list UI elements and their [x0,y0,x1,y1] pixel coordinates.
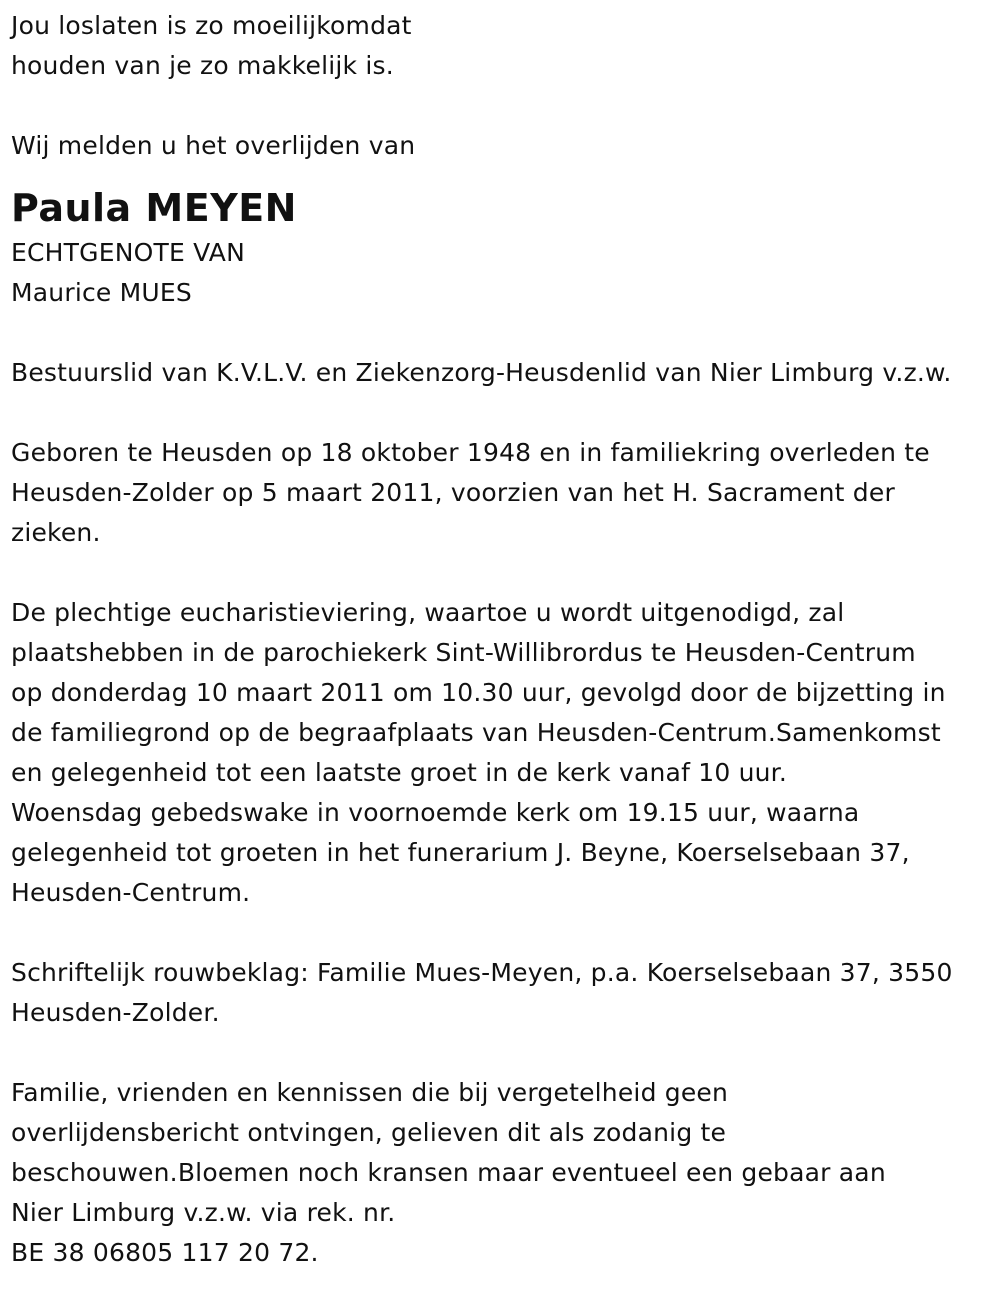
closing-line-2: overlijdensbericht ontvingen, gelieven dit als zodanig te [11,1118,727,1147]
closing-section [11,1073,996,1273]
closing-line-4: Nier Limburg v.z.w. via rek. nr. [11,1198,396,1227]
ceremony-line-7: gelegenheid tot groeten in het funerarium J. Beyne, Koerselsebaan 37, [11,838,910,867]
poem-line-1: Jou loslaten is zo moeilijkomdat [11,11,412,40]
birth-death-line-1: Geboren te Heusden op 18 oktober 1948 en in familiekring overleden te [11,438,930,467]
ceremony-line-8: Heusden-Centrum. [11,878,251,907]
birth-death-section [11,433,996,553]
membership-line-1: Bestuurslid van K.V.L.V. en Ziekenzorg-Heusdenlid van Nier Limburg v.z.w. [11,358,952,387]
poem-line-2: houden van je zo makkelijk is. [11,51,394,80]
spacer [11,393,996,433]
spouse-name: Maurice MUES [11,278,192,307]
deceased-section [11,188,996,313]
spacer [11,913,996,953]
announcement-text: Wij melden u het overlijden van [11,131,416,160]
death-notice [11,6,996,1273]
bank-account-number: BE 38 06805 117 20 72. [11,1238,319,1267]
closing-line-3: beschouwen.Bloemen noch kransen maar eventueel een gebaar aan [11,1158,886,1187]
intro-section [11,6,996,166]
ceremony-line-5: en gelegenheid tot een laatste groet in de kerk vanaf 10 uur. [11,758,788,787]
spacer [11,553,996,593]
condolences-line-2: Heusden-Zolder. [11,998,220,1027]
spacer [11,313,996,353]
ceremony-line-3: op donderdag 10 maart 2011 om 10.30 uur, gevolgd door de bijzetting in [11,678,946,707]
deceased-name: Paula MEYEN [11,186,297,230]
ceremony-section [11,593,996,913]
membership-section [11,353,996,393]
condolences-section [11,953,996,1033]
spacer [11,1033,996,1073]
ceremony-line-2: plaatshebben in de parochiekerk Sint-Willibrordus te Heusden-Centrum [11,638,916,667]
ceremony-line-1: De plechtige eucharistieviering, waartoe u wordt uitgenodigd, zal [11,598,845,627]
ceremony-line-4: de familiegrond op de begraafplaats van Heusden-Centrum.Samenkomst [11,718,941,747]
birth-death-line-2: Heusden-Zolder op 5 maart 2011, voorzien van het H. Sacrament der [11,478,895,507]
birth-death-line-3: zieken. [11,518,101,547]
relation-label: ECHTGENOTE VAN [11,238,245,267]
ceremony-line-6: Woensdag gebedswake in voornoemde kerk om 19.15 uur, waarna [11,798,860,827]
condolences-line-1: Schriftelijk rouwbeklag: Familie Mues-Meyen, p.a. Koerselsebaan 37, 3550 [11,958,953,987]
closing-line-1: Familie, vrienden en kennissen die bij vergetelheid geen [11,1078,729,1107]
spacer [11,86,996,126]
